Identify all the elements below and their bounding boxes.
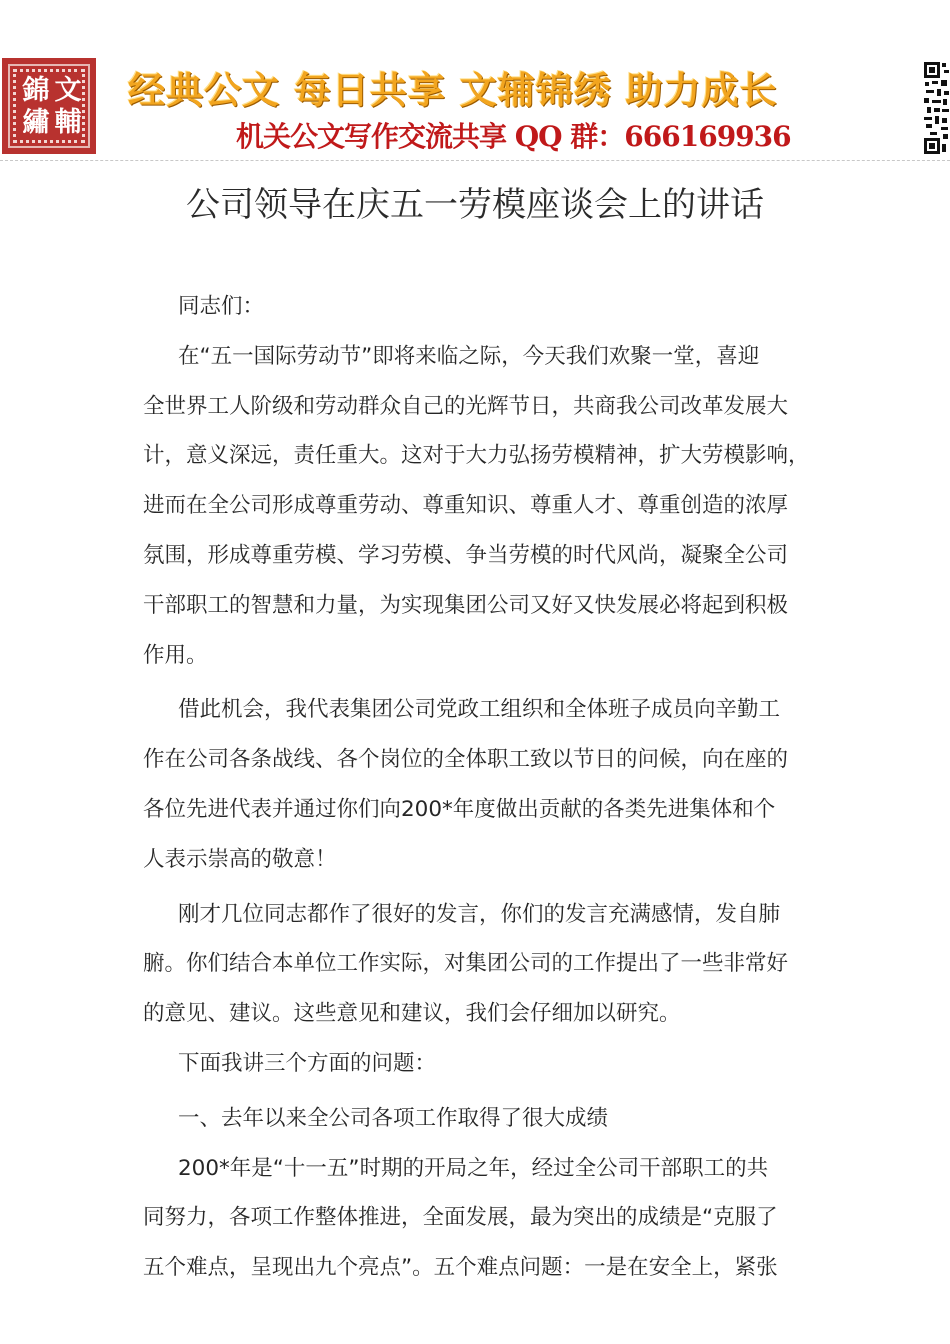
text-line: 下面我讲三个方面的问题： bbox=[178, 1050, 437, 1076]
seal-char: 輔 bbox=[54, 107, 82, 138]
banner-divider bbox=[0, 160, 950, 161]
text-line: 刚才几位同志都作了很好的发言，你们的发言充满感情，发自肺 bbox=[178, 901, 781, 927]
text-line: 计，意义深远，责任重大。这对于大力弘扬劳模精神，扩大劳模影响， bbox=[143, 443, 810, 469]
seal-char: 繡 bbox=[22, 107, 50, 138]
text-line: 200*年是“十一五”时期的开局之年，经过全公司干部职工的共 bbox=[178, 1155, 769, 1181]
text-line: 作用。 bbox=[143, 642, 208, 668]
paragraph bbox=[143, 1144, 833, 1293]
text-line: 一、去年以来全公司各项工作取得了很大成绩 bbox=[178, 1105, 609, 1131]
text-line: 借此机会，我代表集团公司党政工组织和全体班子成员向辛勤工 bbox=[178, 697, 781, 723]
text-line: 进而在全公司形成尊重劳动、尊重知识、尊重人才、尊重创造的浓厚 bbox=[143, 493, 789, 519]
paragraph bbox=[143, 332, 833, 681]
banner-qq-group: 机关公文写作交流共享 QQ 群：666169936 bbox=[236, 120, 791, 153]
header-banner bbox=[0, 0, 950, 162]
qr-code-icon bbox=[922, 60, 950, 158]
banner-slogan: 经典公文 每日共享 文辅锦绣 助力成长 bbox=[128, 69, 778, 112]
seal-char: 文 bbox=[54, 75, 82, 106]
text-line: 同努力，各项工作整体推进，全面发展，最为突出的成绩是“克服了 bbox=[143, 1205, 778, 1231]
text-line: 腑。你们结合本单位工作实际，对集团公司的工作提出了一些非常好 bbox=[143, 951, 789, 977]
text-line: 在“五一国际劳动节”即将来临之际，今天我们欢聚一堂，喜迎 bbox=[178, 343, 760, 369]
text-line: 五个难点，呈现出九个亮点”。五个难点问题：一是在安全上，紧张 bbox=[143, 1255, 778, 1281]
text-line: 全世界工人阶级和劳动群众自己的光辉节日，共商我公司改革发展大 bbox=[143, 393, 789, 419]
text-line: 干部职工的智慧和力量，为实现集团公司又好又快发展必将起到积极 bbox=[143, 592, 789, 618]
text-line: 作在公司各条战线、各个岗位的全体职工致以节日的问候，向在座的 bbox=[143, 747, 789, 773]
text-line: 各位先进代表并通过你们向200*年度做出贡献的各类先进集体和个 bbox=[143, 796, 776, 822]
paragraph bbox=[143, 890, 833, 1039]
paragraph bbox=[143, 685, 833, 884]
text-line: 的意见、建议。这些意见和建议，我们会仔细加以研究。 bbox=[143, 1001, 681, 1027]
paragraph bbox=[143, 1039, 833, 1089]
text-line: 氛围，形成尊重劳模、学习劳模、争当劳模的时代风尚，凝聚全公司 bbox=[143, 542, 789, 568]
document-title: 公司领导在庆五一劳模座谈会上的讲话 bbox=[186, 185, 764, 225]
seal-char: 錦 bbox=[22, 75, 50, 106]
paragraph-salutation bbox=[143, 282, 833, 332]
document-body bbox=[143, 282, 833, 1293]
text-line: 同志们： bbox=[178, 294, 265, 319]
text-line: 人表示崇高的敬意！ bbox=[143, 846, 337, 872]
seal-logo bbox=[2, 58, 96, 154]
section-heading bbox=[143, 1094, 833, 1144]
